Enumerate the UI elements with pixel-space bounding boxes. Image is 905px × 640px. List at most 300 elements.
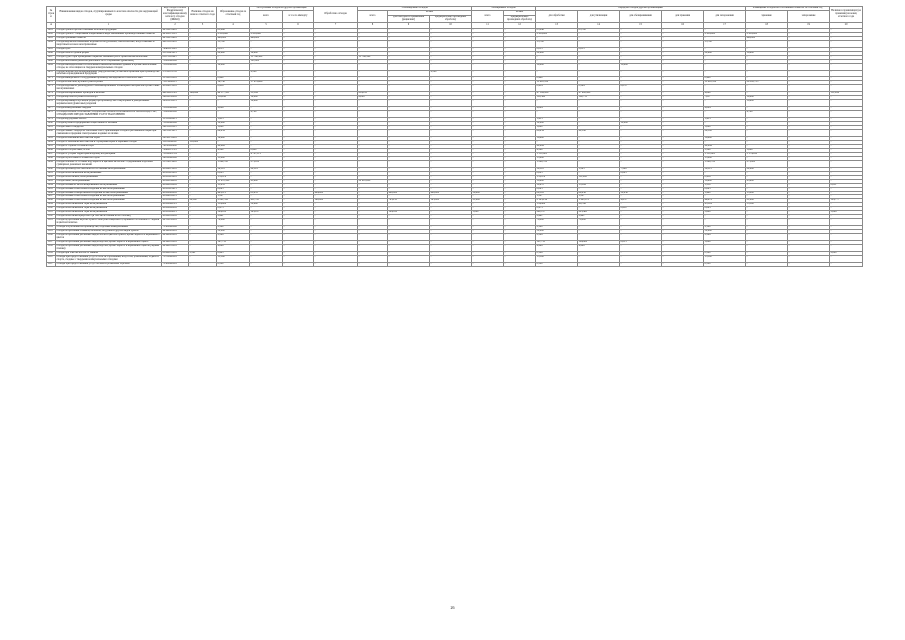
header-neutralized-of-them: из них [504,10,536,15]
row-name: отходы из вагонов, кузовов транспортных [56,81,162,85]
table-cell: - [746,171,788,175]
table-cell: - [358,47,388,51]
table-cell: - [283,47,314,51]
table-cell: - [472,195,504,199]
table-cell: 0,813 [620,241,662,245]
table-cell: - [830,55,863,59]
table-cell: 2,491 [536,215,578,219]
table-cell: 5,600 [704,211,746,215]
table-cell: - [788,81,830,85]
row-name: отходы при очистке котлов от накипи [56,252,162,256]
table-cell: - [746,255,788,262]
table-cell: - [620,40,662,47]
table-cell: - [358,51,388,55]
table-cell: - [358,156,388,160]
table-cell: - [314,51,358,55]
table-cell: - [189,47,217,51]
table-cell: - [388,187,430,191]
table-row [47,85,863,92]
table-cell: - [388,226,430,230]
table-cell: - [430,219,472,226]
table-cell: 85,700 [578,28,620,32]
table-cell: - [504,183,536,187]
table-cell: - [283,226,314,230]
table-cell: - [283,234,314,241]
header-neutralized-total: всего [472,10,504,22]
table-cell: - [250,85,283,92]
column-number: 9 [388,22,430,28]
table-cell: - [430,130,472,137]
table-cell: - [472,230,504,234]
row-name: отходы кировочно-кашемных изделий из натуральных, синтетических, искусственных и шерстяных волокон незагрязненные [56,40,162,47]
table-cell: - [388,100,430,107]
table-cell: 0,480 [536,77,578,81]
table-cell: - [662,92,704,96]
table-cell: - [314,175,358,179]
table-cell: - [388,118,430,122]
table-cell: - [189,226,217,230]
table-cell: - [472,28,504,32]
table-cell: - [430,40,472,47]
table-cell: - [536,55,578,59]
table-cell: - [578,136,620,140]
table-cell: - [662,262,704,266]
table-cell: - [388,81,430,85]
table-cell: - [578,40,620,47]
table-cell: - [830,63,863,70]
table-cell: 16,600 [536,136,578,140]
table-body [47,28,863,266]
table-cell: - [388,167,430,171]
row-name: отходы пакет, незагрязненные [56,179,162,183]
table-cell: - [358,245,388,252]
table-cell: - [662,59,704,63]
table-cell: 15,300 [704,255,746,262]
table-cell: 16,736 [217,81,250,85]
table-cell: 4,360 [217,148,250,152]
row-name: отходы полиэтиленовой тары незагрязненной [56,203,162,207]
table-cell: 2 938,900 [217,32,250,36]
table-cell: 36612141295 [162,96,189,100]
table-cell: 10,000 [217,63,250,70]
table-cell: - [504,96,536,100]
table-cell: - [504,136,536,140]
table-cell: - [283,179,314,183]
row-name: отходы потребления различных видов картона, кроме черного и коричневого цветов (черные пленки) [56,245,162,252]
table-cell: - [472,47,504,51]
table-cell: - [388,28,430,32]
table-cell: 1099 [47,203,56,207]
table-cell: 1,327 [578,195,620,199]
table-cell: - [620,81,662,85]
table-cell: - [283,199,314,203]
table-cell: - [472,63,504,70]
table-cell: - [746,70,788,77]
table-cell: - [830,148,863,152]
table-cell: - [430,144,472,148]
table-cell: - [388,160,430,167]
table-cell: 0,465 [217,252,250,256]
table-cell: - [788,183,830,187]
table-cell: - [189,183,217,187]
table-cell: - [830,130,863,137]
table-cell: - [250,107,283,111]
row-name: отходы лечебно-послеоперационных (хирургических) и бытовой практики при производстве кабельно-проводниковой продукции [56,70,162,77]
table-cell: 36120000000 [162,156,189,160]
table-cell: 18,900 [536,179,578,183]
table-cell: - [189,195,217,199]
table-cell: - [504,55,536,59]
table-cell: - [472,144,504,148]
table-cell: - [250,130,283,137]
table-cell: - [578,148,620,152]
table-row [47,262,863,266]
table-cell: - [788,96,830,100]
table-cell: - [746,183,788,187]
table-cell: 43419972205 [162,85,189,92]
table-cell: 1082 [47,130,56,137]
header-transfer-storage: для хранения [662,10,704,22]
table-cell: - [358,107,388,111]
table-cell: - [283,122,314,126]
table-cell: - [472,136,504,140]
table-cell: - [358,207,388,211]
table-cell: - [189,219,217,226]
table-cell: 11 491,132 [704,81,746,85]
table-cell: - [358,126,388,130]
table-cell: 21,000 [472,199,504,203]
table-cell: - [358,40,388,47]
table-cell: 193,777 [830,199,863,203]
table-cell: 11 491,132 [536,81,578,85]
table-cell: - [662,219,704,226]
table-cell: - [250,118,283,122]
table-cell: - [662,160,704,167]
table-cell: - [746,28,788,32]
column-number: 5 [250,22,283,28]
table-cell: - [283,28,314,32]
table-cell: 98,766 [578,203,620,207]
table-cell: - [283,160,314,167]
table-cell: - [283,183,314,187]
table-cell: 72962111725 [162,148,189,152]
table-cell: - [314,241,358,245]
table-cell: - [472,32,504,36]
table-cell: - [430,160,472,167]
table-cell: 304,100 [217,211,250,215]
table-cell: 448,000 [746,36,788,40]
row-name: отходы из механической очистки зерна [56,136,162,140]
table-cell: 36211911615 [162,130,189,137]
row-name: отходы потребления различных видов картона, кроме черного и коричневого цвета [56,241,162,245]
table-cell: - [358,70,388,77]
table-cell: 78,200 [536,219,578,226]
table-cell: - [250,175,283,179]
table-cell: - [662,55,704,59]
table-cell: - [472,59,504,63]
table-cell: - [830,81,863,85]
table-cell: - [620,160,662,167]
table-cell: - [189,156,217,160]
table-cell: - [388,126,430,130]
table-cell: - [314,195,358,199]
column-number: 18 [746,22,788,28]
table-cell: - [430,28,472,32]
table-cell: 116,636 [217,96,250,100]
row-name: отходы от уборки территорий кладбищ, колумбариев [56,152,162,156]
table-cell: - [430,255,472,262]
table-cell: - [620,234,662,241]
table-cell: - [472,40,504,47]
table-cell: 71000000000 [162,59,189,63]
column-number: 12 [504,22,536,28]
table-cell: - [536,70,578,77]
table-cell: - [250,183,283,187]
table-cell: - [620,47,662,51]
table-cell: 43,324 [704,203,746,207]
table-cell: - [746,245,788,252]
table-cell: - [472,55,504,59]
table-cell: - [746,156,788,160]
table-cell: - [704,111,746,118]
table-cell: 4,248 [536,245,578,252]
table-cell: 1083 [47,136,56,140]
table-cell: 1073 [47,85,56,92]
table-cell: 411,795 [250,199,283,203]
header-placed: Размещение отходов на собственных объектах за отчетный год [746,7,830,11]
table-cell: - [704,100,746,107]
table-cell: 73000000000 [162,111,189,118]
table-cell: - [662,156,704,160]
table-cell: - [830,195,863,199]
table-cell: - [250,77,283,81]
table-cell: - [358,175,388,179]
table-row [47,219,863,226]
table-cell: - [504,179,536,183]
table-cell: - [830,203,863,207]
row-name: Отходы при предоставлении услуг в области образования, искусства, развлечений, отдыха и спорта, сходные с твердыми коммунальными отходами [56,255,162,262]
table-cell: - [830,144,863,148]
table-cell: 0,480 [217,77,250,81]
row-name: отходы ламин стандартов тактичные очист, прилежащие отходы в регламенном сырье при смешении и придании спектральных водяных из шлама [56,130,162,137]
table-cell: - [358,160,388,167]
table-cell: - [578,36,620,40]
table-cell: - [358,148,388,152]
table-cell: - [472,171,504,175]
table-cell: - [430,92,472,96]
table-cell: - [662,51,704,55]
table-cell: - [788,59,830,63]
table-cell: - [662,195,704,199]
table-cell: - [704,70,746,77]
row-name: отходы минерального оборудования производства изделий из стеклопластика [56,77,162,81]
table-row [47,63,863,70]
table-cell: - [830,118,863,122]
table-cell: 1,880 [704,241,746,245]
table-cell: - [189,207,217,211]
table-cell: - [830,122,863,126]
header-placed-burial: захоронение [788,10,830,22]
table-cell: - [788,136,830,140]
table-cell: - [250,241,283,245]
table-cell: - [283,144,314,148]
row-name: отходы от сорной бол манчестера [56,144,162,148]
table-cell: - [620,92,662,96]
table-cell: 40512211605 [162,28,189,32]
table-cell: - [189,126,217,130]
table-cell: - [662,203,704,207]
table-cell: 9,672 [620,199,662,203]
table-cell: - [788,167,830,171]
table-cell: - [189,130,217,137]
table-cell: - [283,207,314,211]
table-cell: - [504,195,536,199]
table-cell: - [704,36,746,40]
table-cell: - [358,215,388,219]
table-cell: - [830,107,863,111]
table-cell: - [788,262,830,266]
table-cell: - [314,156,358,160]
table-cell: 9,500 [430,70,472,77]
table-cell: 1089 [47,160,56,167]
table-cell: - [430,215,472,219]
table-cell: - [283,252,314,256]
table-cell: 7,837 [704,96,746,100]
table-cell: 55,300 [746,203,788,207]
table-cell: 40231110605 [162,40,189,47]
table-cell: - [472,226,504,230]
column-number: 8 [358,22,388,28]
table-cell: - [620,107,662,111]
table-cell: - [662,241,704,245]
row-name: отходы полиэтилентерефталата (в том числе пленки на его основе) [56,215,162,219]
table-cell: - [620,118,662,122]
row-name: отходы производства лечебной посол лечения незагрязненные [56,167,162,171]
table-cell: 176,876 [536,175,578,179]
table-cell: - [358,171,388,175]
table-cell: 3,360 [704,148,746,152]
table-cell: - [788,234,830,241]
table-cell: - [358,140,388,144]
table-row [47,160,863,167]
table-cell: - [358,152,388,156]
table-cell: - [189,111,217,118]
table-cell: - [620,219,662,226]
table-cell: - [620,179,662,183]
row-name: отходы пленки полиэтилена и изделий из нее незагрязненные [56,187,162,191]
table-cell: - [704,171,746,175]
table-cell: - [358,59,388,63]
table-cell: 1 551,601 [704,152,746,156]
table-cell: 1091 [47,171,56,175]
table-cell: - [746,207,788,211]
table-cell: - [620,156,662,160]
table-cell: - [283,136,314,140]
table-cell: 13 670,190 [217,179,250,183]
column-number: 11 [472,22,504,28]
table-cell: - [430,167,472,171]
table-cell: - [504,241,536,245]
table-cell: 2,100 [217,226,250,230]
table-row [47,234,863,241]
table-cell: 44,479 [704,199,746,203]
table-cell: - [620,144,662,148]
table-cell: - [250,187,283,191]
table-cell: 795,215 [388,199,430,203]
table-cell: - [620,32,662,36]
table-cell: - [830,51,863,55]
table-cell: - [788,107,830,111]
table-cell: - [788,187,830,191]
table-cell: - [283,211,314,215]
table-cell: - [283,262,314,266]
table-cell: - [314,183,358,187]
table-cell: 0,895 [704,187,746,191]
table-cell: - [388,255,430,262]
table-cell: 11112000000 [162,140,189,144]
table-cell: 1,800 [704,126,746,130]
table-cell: - [250,230,283,234]
table-cell: - [430,63,472,70]
table-cell: - [504,191,536,195]
table-cell: - [704,122,746,126]
table-cell: - [314,252,358,256]
table-cell: - [430,171,472,175]
table-cell: 12,000 [536,122,578,126]
table-cell: - [788,77,830,81]
table-cell: - [504,203,536,207]
table-cell: - [217,111,250,118]
table-cell: 1072 [47,81,56,85]
table-cell: - [430,118,472,122]
table-cell: - [830,77,863,81]
table-cell: - [504,51,536,55]
table-cell: - [662,81,704,85]
table-cell: - [620,148,662,152]
table-cell: - [788,219,830,226]
table-cell: - [430,85,472,92]
table-cell: - [283,148,314,152]
table-cell: 1,800 [217,126,250,130]
table-cell: - [578,81,620,85]
table-cell: - [189,136,217,140]
table-cell: - [830,126,863,130]
table-cell: - [472,252,504,256]
table-cell: 1070 [47,70,56,77]
table-cell: - [358,241,388,245]
table-cell: 1075 [47,96,56,100]
table-cell: - [746,40,788,47]
table-cell: - [788,252,830,256]
table-row [47,255,863,262]
table-cell: - [314,144,358,148]
table-cell: - [283,130,314,137]
table-cell: 9,884 [536,107,578,111]
table-cell: 9,884 [704,107,746,111]
table-cell: 1,800 [536,126,578,130]
table-cell: 34431212215 [162,100,189,107]
table-cell: 22,600 [536,51,578,55]
table-cell: - [504,175,536,179]
table-cell: 1102 [47,215,56,219]
table-cell: - [314,111,358,118]
table-cell: 2,100 [704,226,746,230]
row-name: отходы бумажных пакетов [56,36,162,40]
table-cell: - [788,148,830,152]
row-name: отходы корундовые ленточ [56,118,162,122]
table-cell: - [830,111,863,118]
table-cell: - [620,51,662,55]
